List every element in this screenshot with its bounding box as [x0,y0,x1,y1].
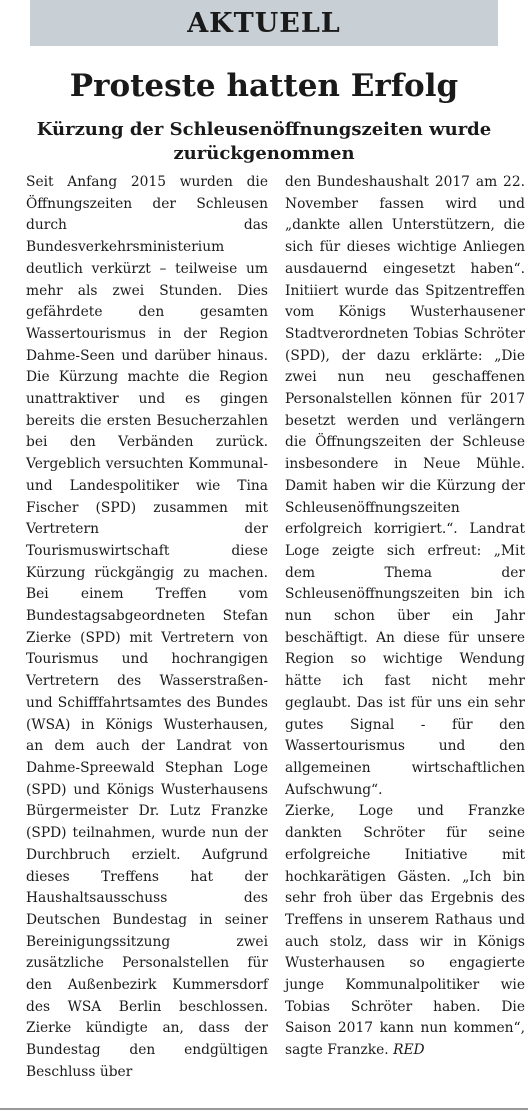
article-paragraph: den Bundeshaushalt 2017 am 22. November fassen wird und „dankte allen Unterstützern, die sich für dieses wichtige Anliegen ausdauernd eingesetzt haben“. Initiiert wurde das Spitzentreffen vom Königs Wusterhausener Stadtverordneten Tobias Schröter (SPD), der dazu erklärte: „Die zwei nun neu geschaffenen Personalstellen können für 2017 besetzt werden und verlängern die Öffnungszeiten der Schleuse insbesondere in Neue Mühle. Damit haben wir die Kürzung der Schleusenöffnungszeiten erfolgreich korrigiert.“. Landrat Loge zeigte sich erfreut: „Mit dem Thema der Schleusenöffnungszeiten bin ich nun schon über ein Jahr beschäftigt. An diese für unsere Region so wichtige Wendung hätte ich fast nicht mehr geglaubt. Das ist für uns ein sehr gutes Signal - für den Wassertourismus und den allgemeinen wirtschaftlichen Aufschwung“. [285,174,525,798]
closing-text: Zierke, Loge und Franzke dankten Schröter für seine erfolgreiche Initiative mit hochkarätigen Gästen. „Ich bin sehr froh über das Ergebnis des Treffens in unserem Rathaus und auch stolz, dass wir in Königs Wusterhausen so engagierte junge Kommunalpolitiker wie Tobias Schröter haben. Die Saison 2017 kann nun kommen“, sagte Franzke. [285,803,525,1059]
article-column-left [26,172,268,1084]
article-column-right [285,172,525,1062]
section-banner [30,0,498,46]
author-signature: RED [393,1042,425,1059]
article-paragraph: Seit Anfang 2015 wurden die Öffnungszeiten der Schleusen durch das Bundesverkehrsministerium deutlich verkürzt – teilweise um mehr als zwei Stunden. Dies gefährdete den gesamten Wassertourismus in der Region Dahme-Seen und darüber hinaus. Die Kürzung machte die Region unattraktiver und es gingen bereits die ersten Besucherzahlen bei den Verbänden zurück. Vergeblich versuchten Kommunal- und Landespolitiker wie Tina Fischer (SPD) zusammen mit Vertretern der Tourismuswirtschaft diese Kürzung rückgängig zu machen. Bei einem Treffen vom Bundestagsabgeordneten Stefan Zierke (SPD) mit Vertretern von Tourismus und hochrangigen Vertretern des Wasserstraßen- und Schifffahrtsamtes des Bundes (WSA) in Königs Wusterhausen, an dem auch der Landrat von Dahme-Spreewald Stephan Loge (SPD) und Königs Wusterhausens Bürgermeister Dr. Lutz Franzke (SPD) teilnahmen, wurde nun der Durchbruch erzielt. Aufgrund dieses Treffens hat der Haushaltsausschuss des Deutschen Bundestag in seiner Bereinigungssitzung zwei zusätzliche Personalstellen für den Außenbezirk Kummersdorf des WSA Berlin beschlossen. Zierke kündigte an, dass der Bundestag den endgültigen Beschluss über [26,174,268,1080]
bottom-rule [0,1108,528,1110]
section-title: AKTUELL [187,7,341,39]
article-headline: Proteste hatten Erfolg [69,68,459,104]
article-paragraph-closing [285,801,525,1061]
article-subheadline: Kürzung der Schleusenöffnungszeiten wurde zurückgenommen [36,119,492,164]
